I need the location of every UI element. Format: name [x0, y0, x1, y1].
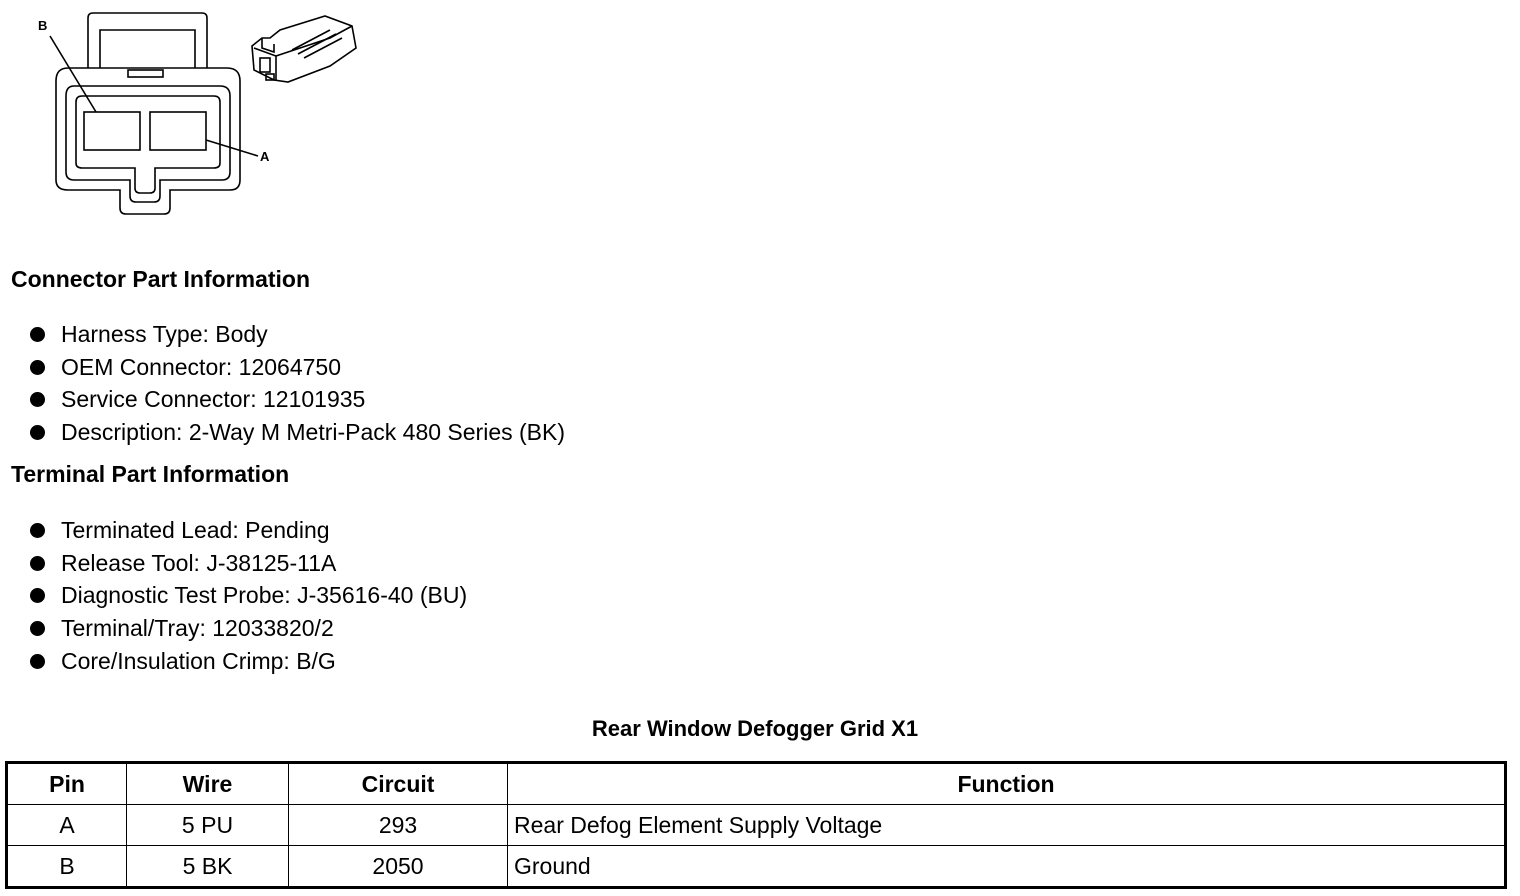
list-item-text: Description: 2-Way M Metri-Pack 480 Series (BK) [61, 419, 566, 446]
bullet-icon [30, 654, 45, 669]
terminal-info-list [30, 514, 467, 677]
table-row [7, 846, 1506, 888]
header-function: Function [508, 763, 1506, 805]
bullet-icon [30, 360, 45, 375]
list-item [30, 514, 467, 547]
list-item [30, 383, 565, 416]
list-item [30, 579, 467, 612]
connector-face-drawing [30, 8, 370, 223]
list-item-text: Harness Type: Body [61, 321, 268, 347]
cell-circuit: 2050 [289, 846, 508, 888]
header-wire: Wire [127, 763, 289, 805]
cell-function: Ground [508, 846, 1506, 888]
list-item [30, 416, 565, 449]
list-item-text: Diagnostic Test Probe: J-35616-40 (BU) [61, 582, 468, 609]
terminal-section-title: Terminal Part Information [11, 461, 290, 487]
connector-info-list [30, 318, 565, 449]
table-header-row [7, 763, 1506, 805]
bullet-icon [30, 556, 45, 571]
header-pin: Pin [7, 763, 127, 805]
pin-b-label: B [38, 18, 48, 33]
bullet-icon [30, 523, 45, 538]
connector-diagram [30, 8, 370, 223]
bullet-icon [30, 588, 45, 603]
pinout-table [5, 761, 1507, 889]
list-item [30, 318, 565, 351]
list-item-text: Terminated Lead: Pending [61, 517, 330, 543]
cell-pin: A [7, 805, 127, 846]
bullet-icon [30, 327, 45, 342]
bullet-icon [30, 621, 45, 636]
list-item-text: Core/Insulation Crimp: B/G [61, 647, 336, 674]
list-item-text: Terminal/Tray: 12033820/2 [61, 615, 334, 642]
table-title: Rear Window Defogger Grid X1 [591, 716, 919, 741]
list-item [30, 612, 467, 645]
list-item [30, 351, 565, 384]
cell-function: Rear Defog Element Supply Voltage [508, 805, 1506, 846]
list-item [30, 547, 467, 580]
connector-section-title: Connector Part Information [11, 266, 311, 292]
bullet-icon [30, 425, 45, 440]
table-row [7, 805, 1506, 846]
list-item [30, 645, 467, 678]
header-circuit: Circuit [289, 763, 508, 805]
bullet-icon [30, 392, 45, 407]
list-item-text: Service Connector: 12101935 [61, 386, 366, 413]
list-item-text: Release Tool: J-38125-11A [61, 549, 337, 576]
cell-circuit: 293 [289, 805, 508, 846]
cell-wire: 5 BK [127, 846, 289, 888]
list-item-text: OEM Connector: 12064750 [61, 353, 342, 380]
pin-a-label: A [260, 149, 270, 164]
cell-pin: B [7, 846, 127, 888]
cell-wire: 5 PU [127, 805, 289, 846]
